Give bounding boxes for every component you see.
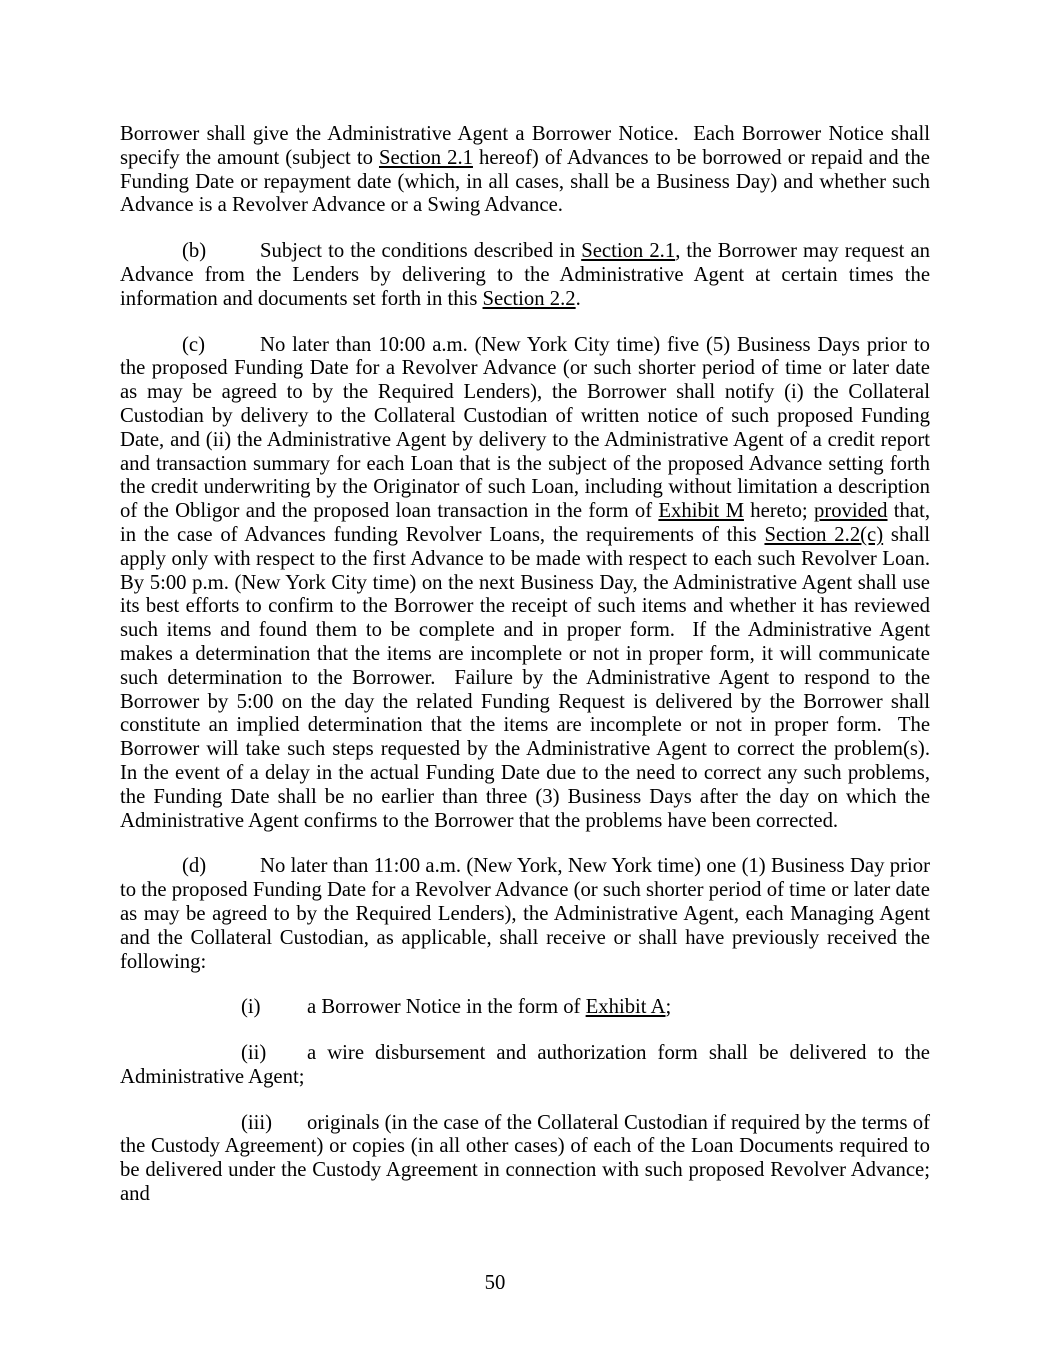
- page-body: [120, 123, 941, 1229]
- list-item-i: [120, 996, 930, 1020]
- body-text: that, in the case of Advances funding Revolver Loans, the requirements of this: [120, 500, 936, 546]
- underlined-reference: Section 2.2: [482, 287, 576, 310]
- underlined-reference: Exhibit A: [585, 996, 666, 1019]
- list-item-ii: [120, 1042, 935, 1090]
- paragraph-c: [120, 333, 941, 834]
- body-text: Borrower shall give the Administrative Agent a Borrower Notice. Each Borrower Notice shall specify the amount (subject to: [120, 123, 936, 169]
- underlined-reference: Exhibit M: [658, 500, 744, 523]
- underlined-reference: provided: [813, 500, 888, 523]
- body-text: Subject to the conditions described in: [260, 240, 582, 263]
- body-text: a wire disbursement and authorization form shall be delivered to the Administrative Agent;: [120, 1042, 935, 1088]
- underlined-reference: Section 2.2(c): [764, 523, 884, 546]
- list-label: (i): [241, 996, 261, 1019]
- body-text: hereof) of Advances to be borrowed or repaid and the Funding Date or repayment date (which, in all cases, shall be a Business Day) and whether such Advance is a Revolver Advance or a Swing Advance.: [120, 146, 936, 217]
- paragraph-b: [120, 240, 936, 311]
- list-label: (c): [182, 333, 205, 356]
- list-label: (d): [182, 855, 207, 878]
- body-text: a Borrower Notice in the form of: [307, 996, 586, 1019]
- list-label: (iii): [241, 1111, 273, 1134]
- body-text: hereto;: [743, 500, 814, 523]
- body-text: .: [575, 287, 581, 310]
- underlined-reference: Section 2.1: [378, 146, 473, 169]
- page-number: 50: [484, 1272, 506, 1294]
- list-item-iii: [120, 1111, 936, 1207]
- body-text: shall apply only with respect to the first Advance to be made with respect to each such Revolver Loan. By 5:00 p.m. (New York City time) on the next Business Day, the Administrative Agent shall use its best efforts to confirm to the Borrower the receipt of such items and whether it has reviewed such items and found them to be complete and in proper form. If the Administrative Agent makes a determination that the items are incomplete or not in proper form, it will communicate such determination to the Borrower. Failure by the Administrative Agent to respond to the Borrower by 5:00 on the day the related Funding Request is delivered by the Borrower shall constitute an implied determination that the items are incomplete or not in proper form. The Borrower will take such steps requested by the Administrative Agent to correct the problem(s). In the event of a delay in the actual Funding Date due to the need to correct any such problems, the Funding Date shall be no earlier than three (3) Business Days after the day on which the Administrative Agent confirms to the Borrower that the problems have been corrected.: [120, 523, 941, 832]
- paragraph-d: [120, 855, 936, 974]
- list-label: (b): [182, 240, 207, 263]
- body-text: originals (in the case of the Collateral Custodian if required by the terms of the Custody Agreement) or copies (in all other cases) of each of the Loan Documents required to be delivered under the Custody Agreement in connection with such proposed Revolver Advance; and: [120, 1111, 936, 1206]
- list-label: (ii): [241, 1042, 267, 1065]
- body-text: No later than 11:00 a.m. (New York, New York time) one (1) Business Day prior to the proposed Funding Date for a Revolver Advance (or such shorter period of time or later date as may be agreed to by the Required Lenders), the Administrative Agent, each Managing Agent and the Collateral Custodian, as applicable, shall receive or shall have previously received the following:: [120, 855, 936, 973]
- paragraph-continuation: [120, 123, 936, 218]
- body-text: No later than 10:00 a.m. (New York City time) five (5) Business Days prior to the proposed Funding Date for a Revolver Advance (or such shorter period of time or later date as may be agreed to by the Required Lenders), the Borrower shall notify (i) the Collateral Custodian by delivery to the Collateral Custodian of written notice of such proposed Funding Date, and (ii) the Administrative Agent by delivery to the Administrative Agent of a credit report and transaction summary for each Loan that is the subject of the proposed Advance setting forth the credit underwriting by the Originator of such Loan, including without limitation a description of the Obligor and the proposed loan transaction in the form of: [120, 333, 936, 523]
- body-text: , the Borrower may request an Advance from the Lenders by delivering to the Administrative Agent at certain times the information and documents set forth in this: [120, 240, 936, 310]
- underlined-reference: Section 2.1: [581, 240, 676, 263]
- body-text: ;: [665, 996, 672, 1019]
